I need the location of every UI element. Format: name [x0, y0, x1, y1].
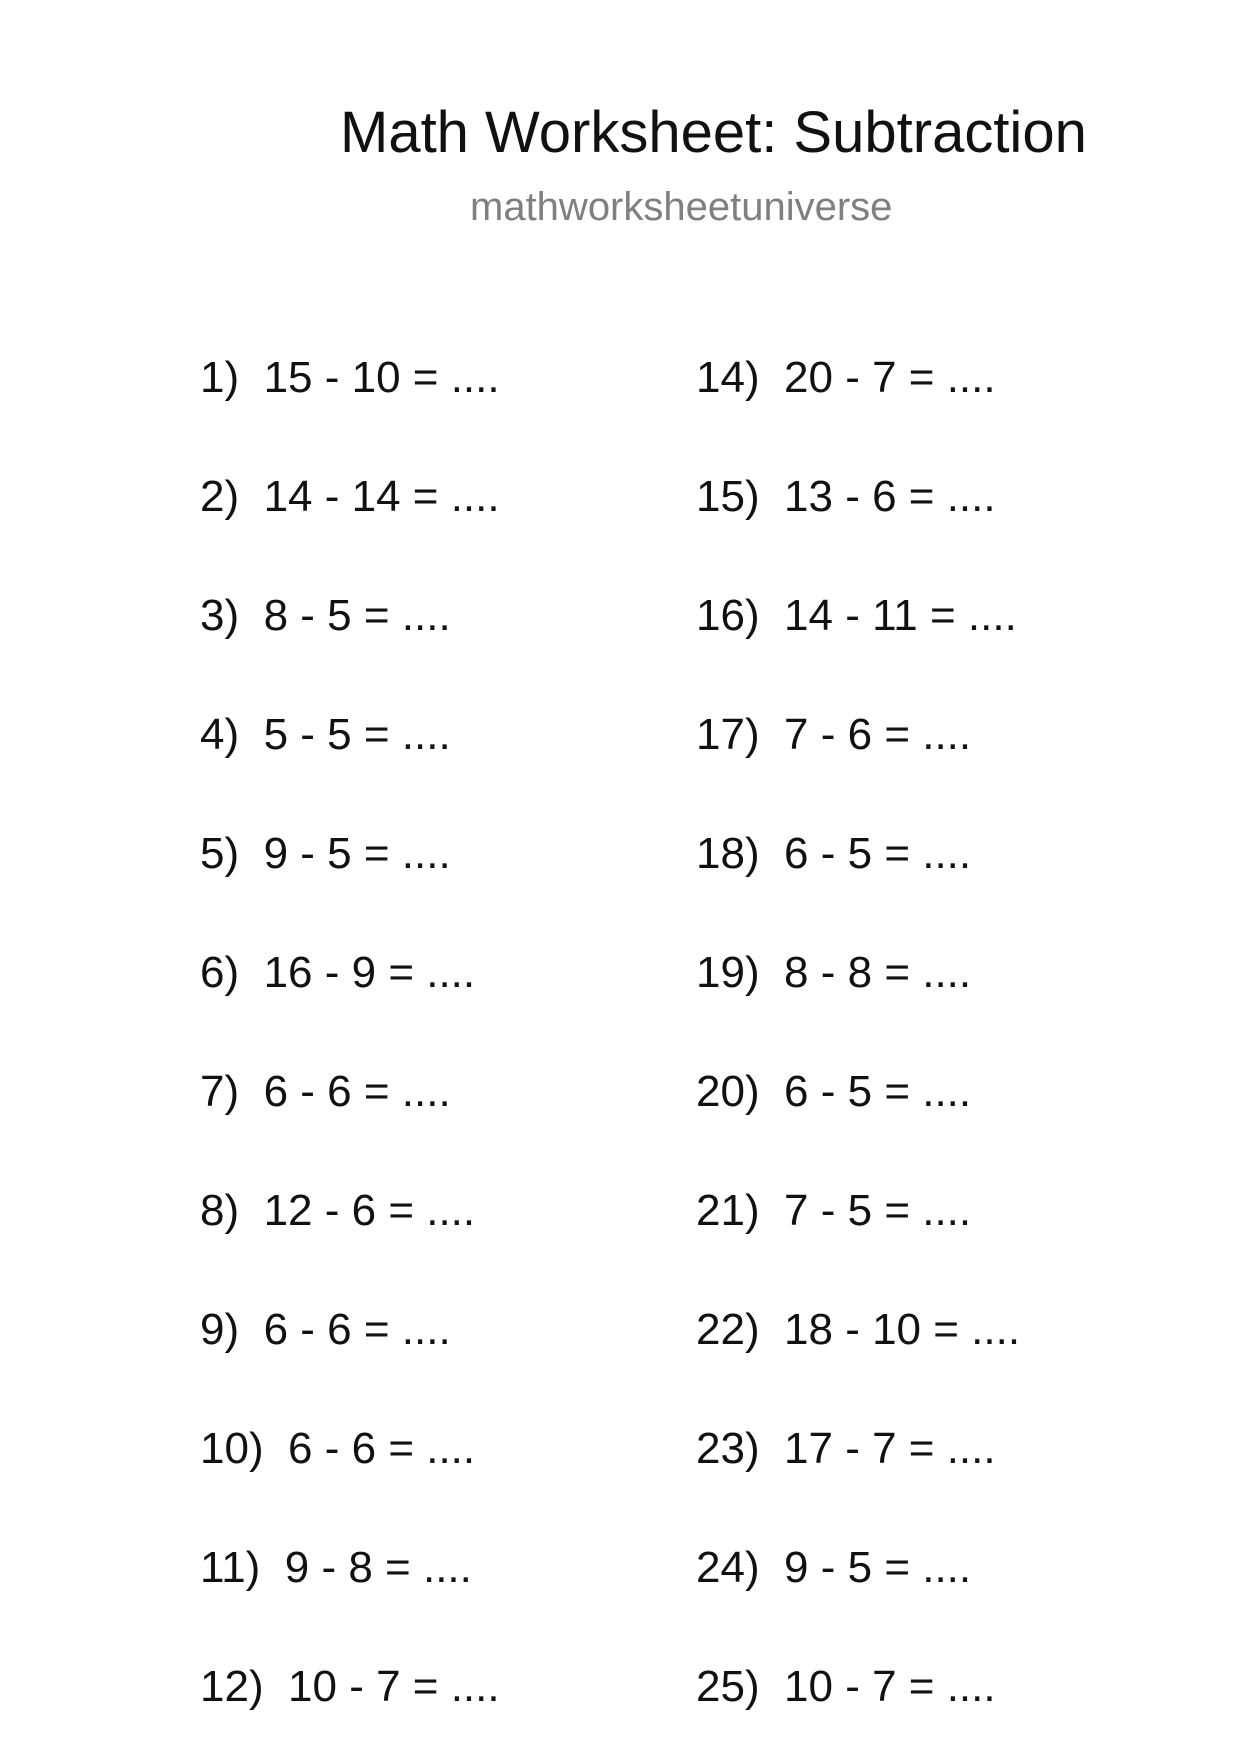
problem-item [696, 1661, 996, 1713]
problem-number: 4) [200, 710, 240, 759]
problem-expression: 7 - 5 = .... [784, 1186, 972, 1235]
problem-expression: 10 - 7 = .... [784, 1662, 996, 1711]
problem-expression: 7 - 6 = .... [784, 710, 972, 759]
problem-item [696, 1066, 971, 1118]
problem-item [696, 947, 971, 999]
problem-number: 19) [696, 948, 760, 997]
problem-item [696, 828, 971, 880]
problem-number: 10) [200, 1424, 264, 1473]
problem-expression: 16 - 9 = .... [263, 948, 476, 997]
problem-number: 25) [696, 1662, 760, 1711]
problem-expression: 10 - 7 = .... [288, 1662, 500, 1711]
problem-item [696, 471, 996, 523]
problem-expression: 9 - 8 = .... [284, 1543, 472, 1592]
problem-item [696, 1423, 996, 1475]
problem-item [696, 1304, 1020, 1356]
problem-expression: 6 - 6 = .... [288, 1424, 476, 1473]
problem-item [200, 1423, 475, 1475]
problem-number: 21) [696, 1186, 760, 1235]
problem-number: 7) [200, 1067, 240, 1116]
problem-expression: 5 - 5 = .... [263, 710, 451, 759]
problem-expression: 12 - 6 = .... [263, 1186, 476, 1235]
problem-item [200, 1066, 451, 1118]
problem-expression: 6 - 5 = .... [784, 829, 972, 878]
problem-item [696, 1185, 971, 1237]
problem-item [200, 590, 451, 642]
problem-item [200, 1304, 451, 1356]
problem-number: 23) [696, 1424, 760, 1473]
problem-item [200, 1185, 475, 1237]
problem-number: 24) [696, 1543, 760, 1592]
problem-item [696, 352, 996, 404]
problem-item [200, 352, 500, 404]
problem-item [200, 828, 451, 880]
problem-number: 11) [200, 1543, 261, 1592]
problem-number: 9) [200, 1305, 240, 1354]
problem-expression: 14 - 14 = .... [263, 472, 500, 521]
problem-number: 17) [696, 710, 760, 759]
problem-number: 8) [200, 1186, 240, 1235]
problem-expression: 8 - 5 = .... [263, 591, 451, 640]
problem-number: 3) [200, 591, 240, 640]
problem-number: 16) [696, 591, 760, 640]
problem-item [200, 471, 500, 523]
problem-expression: 18 - 10 = .... [784, 1305, 1021, 1354]
problem-expression: 13 - 6 = .... [784, 472, 996, 521]
problem-item [696, 709, 971, 761]
problem-expression: 6 - 6 = .... [263, 1305, 451, 1354]
problem-expression: 14 - 11 = .... [784, 591, 1017, 640]
problem-item [200, 947, 475, 999]
problem-expression: 9 - 5 = .... [263, 829, 451, 878]
problem-number: 5) [200, 829, 240, 878]
problem-number: 14) [696, 353, 760, 402]
problem-number: 22) [696, 1305, 760, 1354]
problem-expression: 6 - 6 = .... [263, 1067, 451, 1116]
problem-number: 1) [200, 353, 240, 402]
problem-number: 2) [200, 472, 240, 521]
problem-expression: 6 - 5 = .... [784, 1067, 972, 1116]
problem-number: 6) [200, 948, 240, 997]
problem-item [200, 1661, 500, 1713]
problem-item [696, 1542, 971, 1594]
problem-expression: 15 - 10 = .... [263, 353, 500, 402]
problem-expression: 8 - 8 = .... [784, 948, 972, 997]
problem-number: 18) [696, 829, 760, 878]
problem-number: 20) [696, 1067, 760, 1116]
problem-item [696, 590, 1017, 642]
problem-number: 12) [200, 1662, 264, 1711]
problem-item [200, 709, 451, 761]
worksheet-title: Math Worksheet: Subtraction [340, 100, 1087, 165]
problem-expression: 20 - 7 = .... [784, 353, 996, 402]
problem-number: 15) [696, 472, 760, 521]
problem-item [200, 1542, 472, 1594]
problem-expression: 17 - 7 = .... [784, 1424, 996, 1473]
worksheet-subtitle: mathworksheetuniverse [470, 185, 893, 229]
problem-expression: 9 - 5 = .... [784, 1543, 972, 1592]
